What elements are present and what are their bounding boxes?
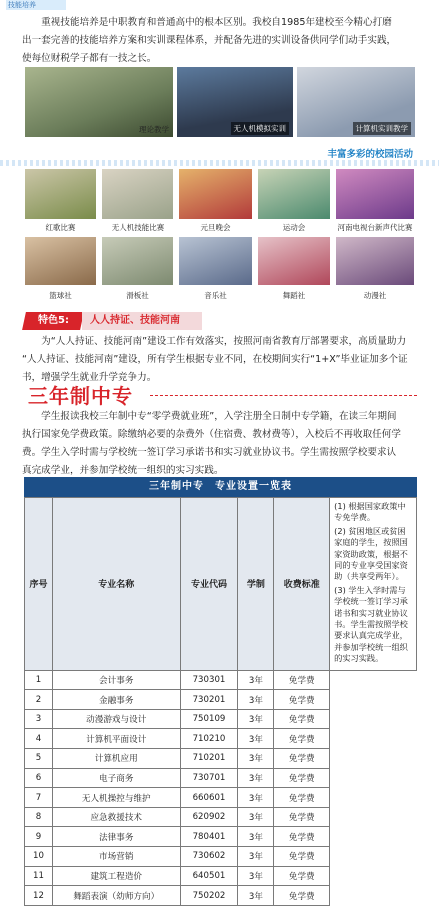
- cell-index: 12: [25, 886, 53, 906]
- photo-image: [25, 169, 96, 219]
- cell-duration: 3年: [238, 670, 274, 690]
- cell-duration: 3年: [238, 709, 274, 729]
- table-notes: [330, 498, 417, 671]
- activities-title: 丰富多彩的校园活动: [327, 149, 413, 160]
- cell-fee: 免学费: [274, 847, 330, 867]
- cell-major-name: 会计事务: [52, 670, 180, 690]
- cell-major-name: 金融事务: [52, 690, 180, 710]
- majors-table-body: [25, 670, 417, 905]
- caption-drone-contest: 无人机技能比赛: [111, 223, 165, 232]
- header-major-code: 专业代码: [180, 498, 238, 671]
- caption-red-song-contest: 红歌比赛: [45, 223, 76, 232]
- header-index: 序号: [25, 498, 53, 671]
- caption-new-year-gala: 元旦晚会: [200, 223, 231, 232]
- majors-table-title: 三年制中专 专业设置一览表: [24, 477, 417, 497]
- cell-duration: 3年: [238, 788, 274, 808]
- cell-major-name: 计算机应用: [52, 749, 180, 769]
- section-line: 真完成学业，并参加学校统一组织的实习实践。: [22, 465, 224, 476]
- cell-major-code: 730201: [180, 690, 238, 710]
- cell-duration: 3年: [238, 749, 274, 769]
- table-row: [25, 847, 417, 867]
- cell-fee: 免学费: [274, 788, 330, 808]
- cell-index: 8: [25, 807, 53, 827]
- photo-drone-simulation: [176, 66, 294, 138]
- caption-basketball-club: 篮球社: [49, 291, 72, 300]
- photo-image: [102, 237, 173, 285]
- cell-fee: 免学费: [274, 670, 330, 690]
- caption-music-club: 音乐社: [204, 291, 227, 300]
- cell-duration: 3年: [238, 827, 274, 847]
- section-line: 执行国家免学费政策。除缴纳必要的杂费外（住宿费、教材费等），入校后不再收取任何学: [22, 429, 401, 440]
- cell-duration: 3年: [238, 729, 274, 749]
- feature-title: 人人持证、技能河南: [82, 312, 202, 330]
- table-row: [25, 749, 417, 769]
- photo-image: [102, 169, 173, 219]
- photo-caption: 理论教学: [139, 125, 169, 134]
- cell-major-name: 舞蹈表演（幼师方向）: [52, 886, 180, 906]
- photo-image: [336, 169, 414, 219]
- cell-major-name: 动漫游戏与设计: [52, 709, 180, 729]
- intro-line: 重视技能培养是中职教育和普通高中的根本区别。我校自1985年建校至今精心打磨: [22, 17, 392, 28]
- photo-theory-teaching: [24, 66, 174, 138]
- caption-dance-club: 舞蹈社: [282, 291, 306, 300]
- cell-major-name: 法律事务: [52, 827, 180, 847]
- cell-index: 1: [25, 670, 53, 690]
- photo-computer-training: [296, 66, 416, 138]
- intro-paragraph: [0, 14, 439, 68]
- table-row: [25, 709, 417, 729]
- cell-index: 10: [25, 847, 53, 867]
- photo-anime-club: [335, 236, 415, 286]
- photo-image: [25, 237, 96, 285]
- cell-index: 5: [25, 749, 53, 769]
- table-row: [25, 788, 417, 808]
- caption-sports-meet: 运动会: [282, 223, 306, 232]
- photo-dance-club: [257, 236, 331, 286]
- table-row: [25, 866, 417, 886]
- photo-image: [336, 237, 414, 285]
- photo-image: [179, 169, 252, 219]
- photo-music-club: [178, 236, 253, 286]
- table-header-row: [25, 498, 417, 671]
- majors-table: [24, 497, 417, 906]
- cell-duration: 3年: [238, 807, 274, 827]
- photo-caption: 计算机实训教学: [353, 122, 412, 135]
- cell-index: 3: [25, 709, 53, 729]
- caption-anime-club: 动漫社: [363, 291, 387, 300]
- cell-duration: 3年: [238, 847, 274, 867]
- cell-fee: 免学费: [274, 768, 330, 788]
- photo-sports-meet: [257, 168, 331, 220]
- photo-image: [258, 169, 330, 219]
- photo-image: [179, 237, 252, 285]
- feature-line: “人人持证、技能河南”建设，所有学生根据专业不同，在校期间实行“1+X”毕业证加多个证: [22, 354, 408, 365]
- photo-tv-contest: [335, 168, 415, 220]
- cell-major-code: 620902: [180, 807, 238, 827]
- cell-index: 6: [25, 768, 53, 788]
- cell-major-code: 730701: [180, 768, 238, 788]
- note-item: (3) 学生入学时需与学校统一签订学习承诺书和实习就业协议书。学生需按照学校要求认真完成学业，并参加学校统一组织的实习实践。: [334, 584, 408, 664]
- caption-skateboard-club: 滑板社: [126, 291, 149, 300]
- cell-index: 4: [25, 729, 53, 749]
- dotted-divider: [0, 160, 439, 166]
- cell-fee: 免学费: [274, 709, 330, 729]
- cell-index: 11: [25, 866, 53, 886]
- header-fee: 收费标准: [274, 498, 330, 671]
- cell-major-name: 电子商务: [52, 768, 180, 788]
- cell-duration: 3年: [238, 866, 274, 886]
- cell-duration: 3年: [238, 886, 274, 906]
- feature-line: 书，增强学生就业升学竞争力。: [22, 372, 157, 383]
- header-duration: 学制: [238, 498, 274, 671]
- section-paragraph: [0, 408, 439, 480]
- intro-line: 出一套完善的技能培养方案和实训课程体系，并配备先进的实训设备供同学们动手实践，: [22, 35, 397, 46]
- cell-major-name: 计算机平面设计: [52, 729, 180, 749]
- note-item: (2) 贫困地区或贫困家庭的学生，按照国家资助政策，根据不同的专业享受国家资助（共享受两年）。: [334, 525, 408, 582]
- table-row: [25, 690, 417, 710]
- cell-major-code: 750202: [180, 886, 238, 906]
- cell-major-name: 建筑工程造价: [52, 866, 180, 886]
- table-row: [25, 729, 417, 749]
- note-item: (1) 根据国家政策中专免学费。: [334, 501, 406, 523]
- intro-line: 使每位财税学子都有一技之长。: [22, 53, 157, 64]
- cell-major-name: 应急救援技术: [52, 807, 180, 827]
- cell-duration: 3年: [238, 768, 274, 788]
- feature-tag: [22, 312, 84, 330]
- cell-major-code: 710210: [180, 729, 238, 749]
- header-major-name: 专业名称: [52, 498, 180, 671]
- feature-line: 为“人人持证、技能河南”建设工作有效落实，按照河南省教育厅部署要求，高质量助力: [22, 336, 407, 347]
- section-title: 三年制中专: [28, 384, 133, 408]
- cell-major-code: 660601: [180, 788, 238, 808]
- photo-basketball-club: [24, 236, 97, 286]
- photo-new-year-gala: [178, 168, 253, 220]
- majors-table-container: [24, 477, 417, 906]
- cell-major-code: 640501: [180, 866, 238, 886]
- table-row: [25, 670, 417, 690]
- cell-major-code: 780401: [180, 827, 238, 847]
- table-row: [25, 807, 417, 827]
- caption-tv-contest: 河南电视台新声代比赛: [337, 223, 413, 232]
- feature-banner: [24, 312, 204, 330]
- cell-major-code: 730602: [180, 847, 238, 867]
- cell-fee: 免学费: [274, 866, 330, 886]
- cell-index: 9: [25, 827, 53, 847]
- feature-tag-text: 特色5:: [37, 315, 69, 326]
- cell-major-code: 750109: [180, 709, 238, 729]
- cell-fee: 免学费: [274, 886, 330, 906]
- photo-skateboard-club: [101, 236, 174, 286]
- photo-drone-contest: [101, 168, 174, 220]
- cell-index: 2: [25, 690, 53, 710]
- cell-major-name: 无人机操控与维护: [52, 788, 180, 808]
- section-line: 费。学生入学时需与学校统一签订学习承诺书和实习就业协议书。学生需按照学校要求认: [22, 447, 397, 458]
- table-row: [25, 886, 417, 906]
- cell-fee: 免学费: [274, 827, 330, 847]
- section-title-underline: [150, 395, 417, 396]
- table-row: [25, 768, 417, 788]
- cell-fee: 免学费: [274, 749, 330, 769]
- section-line: 学生报读我校三年制中专“零学费就业班”，入学注册全日制中专学籍，在读三年期间: [22, 411, 397, 422]
- cell-index: 7: [25, 788, 53, 808]
- feature-paragraph: [0, 333, 439, 387]
- cell-duration: 3年: [238, 690, 274, 710]
- table-row: [25, 827, 417, 847]
- cell-major-name: 市场营销: [52, 847, 180, 867]
- photo-caption: 无人机模拟实训: [231, 122, 290, 135]
- photo-image: [258, 237, 330, 285]
- cell-major-code: 710201: [180, 749, 238, 769]
- cell-fee: 免学费: [274, 729, 330, 749]
- cell-fee: 免学费: [274, 807, 330, 827]
- section-top-label: 技能培养: [6, 0, 66, 10]
- cell-fee: 免学费: [274, 690, 330, 710]
- cell-major-code: 730301: [180, 670, 238, 690]
- photo-red-song-contest: [24, 168, 97, 220]
